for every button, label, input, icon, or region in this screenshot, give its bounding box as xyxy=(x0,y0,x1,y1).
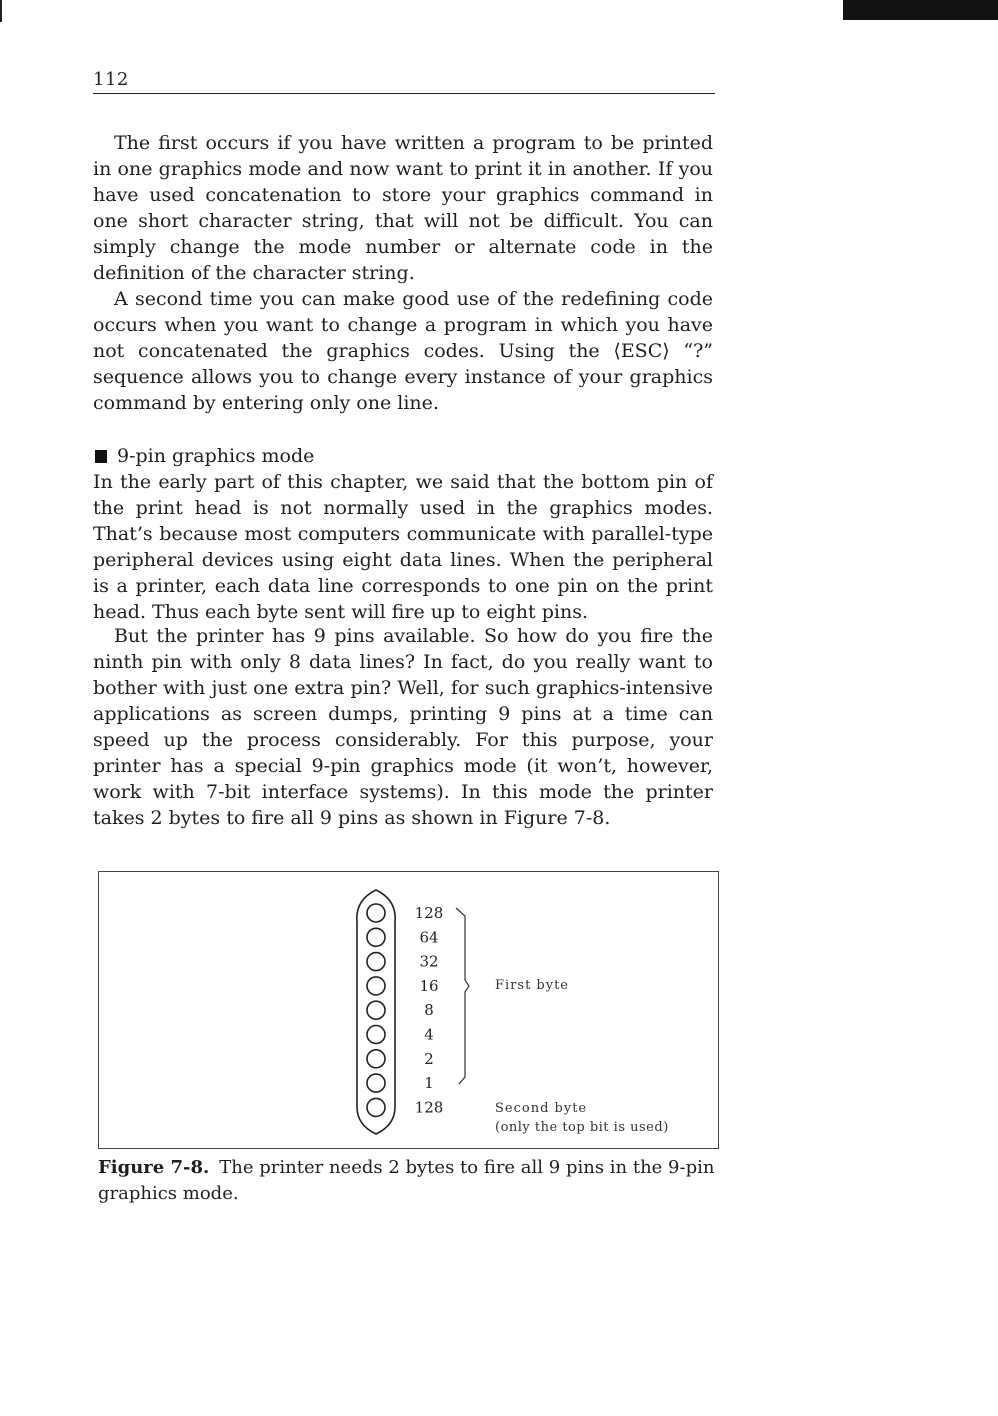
pin-circle xyxy=(367,953,385,971)
section-heading xyxy=(95,443,314,469)
scan-edge-mark xyxy=(0,0,2,22)
section-paragraph-2: But the printer has 9 pins available. So how do you fire the ninth pin with only 8 data lines? In fact, do you really want to bother with just one extra pin? Well, for such graphics-intensive applications as screen dumps, printing 9 pins at a time can speed up the process considerably. For this purpose, your printer has a special 9-pin graphics mode (it won’t, however, work with 7-bit interface systems). In this mode the printer takes 2 bytes to fire all 9 pins as shown in Figure 7-8. xyxy=(93,625,713,829)
figure-caption xyxy=(98,1155,723,1207)
body-paragraph-2: A second time you can make good use of the redefining code occurs when you want to change a program in which you have not concatenated the graphics codes. Using the ⟨ESC⟩ “?” sequence allows you to change every instance of your graphics command by entering only one line. xyxy=(93,288,713,414)
pin-circle xyxy=(367,928,385,946)
figure-7-8 xyxy=(98,871,719,1149)
figure-caption-number: Figure 7-8. xyxy=(98,1157,210,1178)
pin-circle xyxy=(367,977,385,995)
pin-circle xyxy=(367,1050,385,1068)
pin-value-label: 128 xyxy=(414,904,444,922)
pin-value-label: 32 xyxy=(419,952,439,971)
figure-caption-text: The printer needs 2 bytes to fire all 9 pins in the 9-pin graphics mode. xyxy=(98,1157,715,1204)
first-byte-label: First byte xyxy=(495,978,570,993)
square-bullet-icon xyxy=(95,450,107,463)
pin-value-label: 64 xyxy=(419,928,439,947)
print-head-pin-diagram xyxy=(99,872,718,1148)
pin-value-label: 8 xyxy=(424,1001,434,1020)
pin-value-label: 1 xyxy=(424,1074,434,1093)
first-byte-bracket xyxy=(456,908,469,1084)
pin-circle xyxy=(367,1026,385,1044)
section-paragraph-1: In the early part of this chapter, we said that the bottom pin of the print head is not normally used in the graphics modes. That’s because most computers communicate with parallel-type peripheral devices using eight data lines. When the peripheral is a printer, each data line corresponds to one pin on the print head. Thus each byte sent will fire up to eight pins. xyxy=(93,471,713,623)
pin-circle xyxy=(367,1074,385,1092)
scan-corner-bar xyxy=(843,0,998,20)
pin-circle xyxy=(367,1001,385,1019)
pin-value-label: 4 xyxy=(424,1025,434,1044)
second-byte-label: Second byte xyxy=(495,1101,588,1116)
header-rule xyxy=(93,93,715,94)
pin-value-label: 16 xyxy=(419,976,439,995)
section-heading-text: 9-pin graphics mode xyxy=(117,445,315,467)
pin-circle xyxy=(367,1098,385,1116)
pin-circle xyxy=(367,904,385,922)
body-paragraph-1: The first occurs if you have written a program to be printed in one graphics mode and now want to print it in another. If you have used concatenation to store your graphics command in one short character string, that will not be difficult. You can simply change the mode number or alternate code in the definition of the character string. xyxy=(93,132,713,284)
second-byte-note: (only the top bit is used) xyxy=(495,1120,669,1135)
pin-value-label: 128 xyxy=(414,1098,444,1117)
page-number: 112 xyxy=(93,69,129,90)
print-head-outline-icon xyxy=(357,890,395,1134)
pin-value-label: 2 xyxy=(424,1049,434,1068)
